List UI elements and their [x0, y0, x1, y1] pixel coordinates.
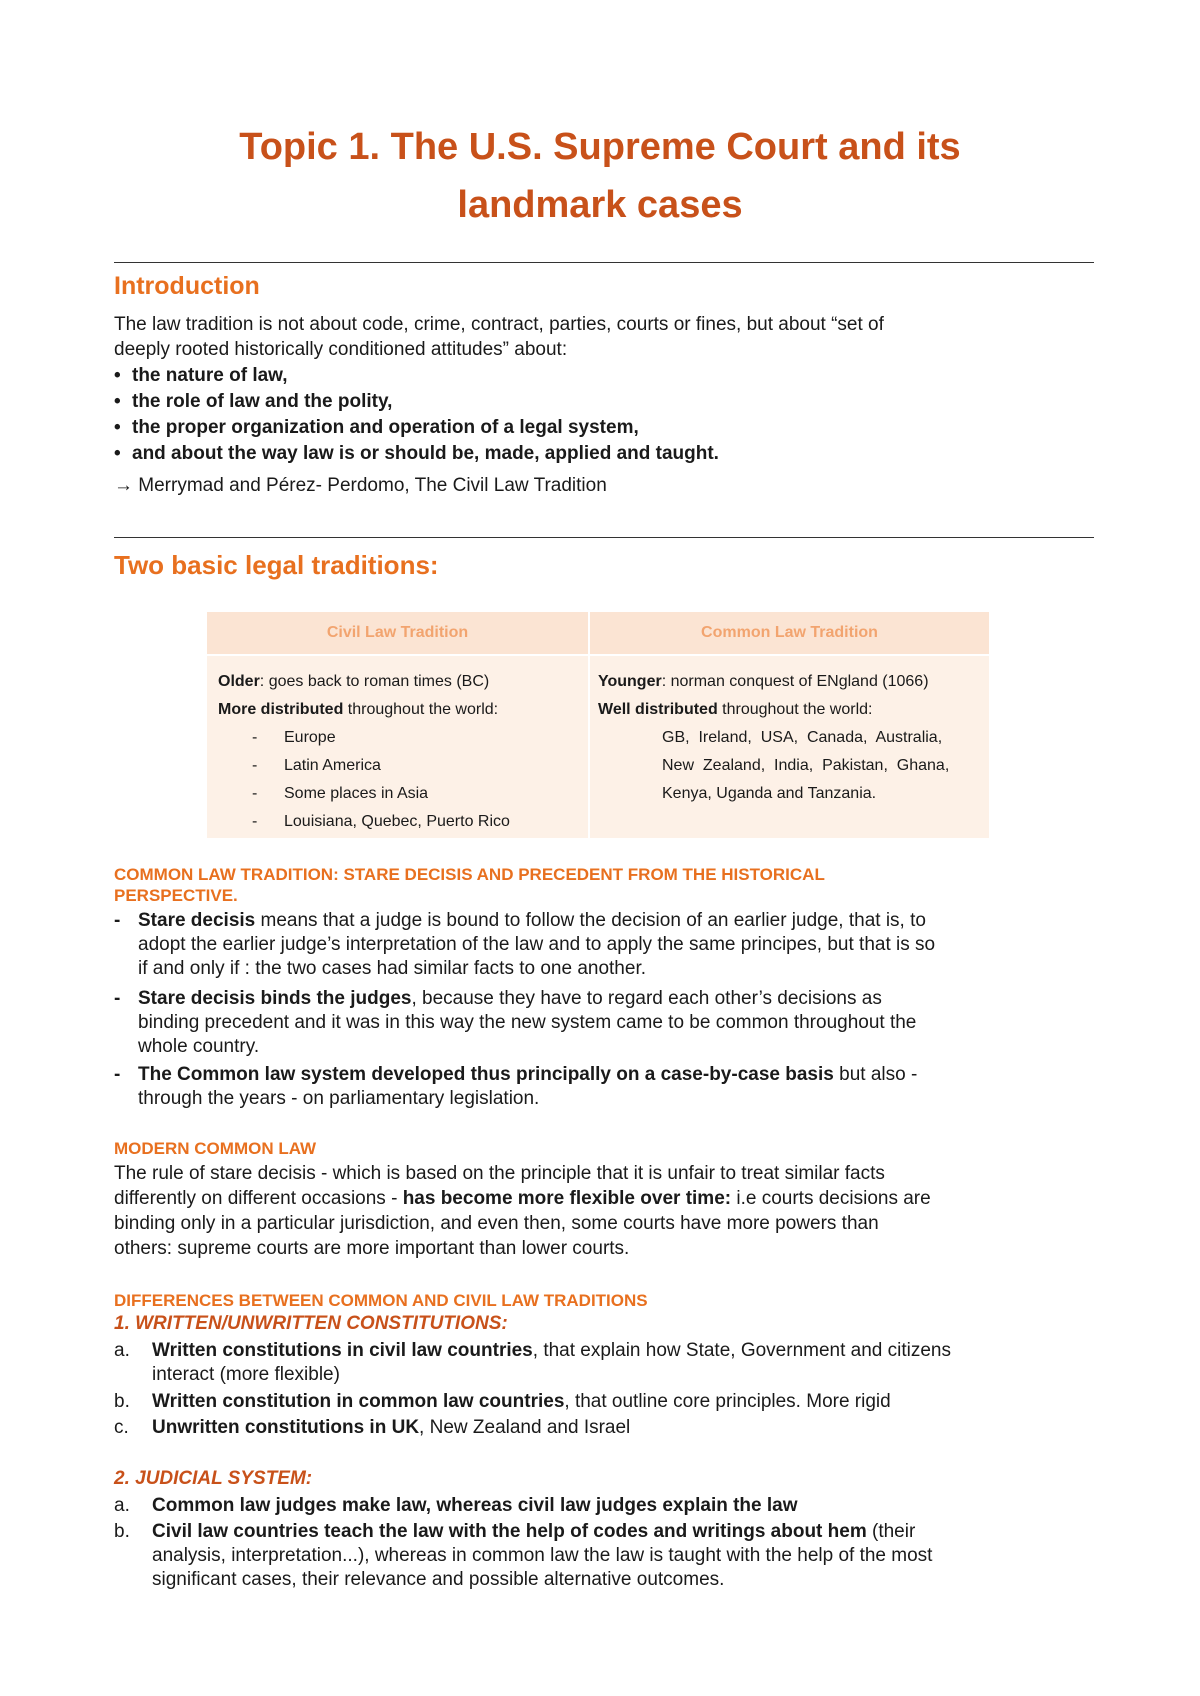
traditions-table	[207, 612, 989, 838]
older-text: : goes back to roman times (BC)	[259, 673, 490, 690]
item-text: significant cases, their relevance and possible alternative outcomes.	[152, 1569, 725, 1590]
bold-term: Written constitutions in civil law countries	[152, 1340, 533, 1361]
intro-line-1: The law tradition is not about code, crime, contract, parties, courts or fines, but about “set of	[114, 314, 884, 335]
intro-bullet-list	[114, 363, 719, 467]
stare-decisis-caption	[114, 864, 1094, 906]
well-distributed-label: Well distributed	[598, 701, 718, 718]
list-item: c. Unwritten constitutions in UK, New Zealand and Israel	[114, 1417, 631, 1438]
item-text: means that a judge is bound to follow the decision of an earlier judge, that is, to	[255, 910, 926, 931]
item-text: binding precedent and it was in this way the new system came to be common throughout the	[138, 1012, 917, 1033]
older-label: Older	[218, 673, 260, 690]
divider	[114, 262, 1094, 263]
table-header-common: Common Law Tradition	[701, 624, 878, 641]
bold-term: The Common law system developed thus principally on a case-by-case basis	[138, 1064, 834, 1085]
paragraph-line: differently on different occasions - has become more flexible over time: i.e courts decisions are	[114, 1188, 931, 1209]
list-item	[114, 909, 1100, 981]
list-item	[114, 441, 719, 467]
bold-term: Written constitution in common law countries	[152, 1391, 565, 1412]
countries-line-2: New Zealand, India, Pakistan, Ghana,	[662, 757, 950, 774]
table-header-civil: Civil Law Tradition	[326, 624, 469, 641]
introduction-heading: Introduction	[114, 272, 260, 300]
item-text: whole country.	[138, 1036, 260, 1057]
caption-line-1: COMMON LAW TRADITION: STARE DECISIS AND PRECEDENT FROM THE HISTORICAL	[114, 865, 825, 884]
list-item	[114, 363, 719, 389]
item-text: through the years - on parliamentary legislation.	[138, 1088, 540, 1109]
distributed-text: throughout the world:	[717, 701, 873, 718]
item-text: , because they have to regard each other’s decisions as	[411, 988, 882, 1009]
list-marker: b.	[114, 1521, 130, 1542]
more-distributed-label: More distributed	[218, 701, 344, 718]
list-marker: a.	[114, 1495, 130, 1516]
divider	[114, 537, 1094, 538]
dash-marker: -	[114, 1064, 121, 1085]
dash-marker: -	[114, 910, 121, 931]
table-column-divider	[588, 612, 590, 838]
bullet-marker: •	[114, 391, 121, 412]
item-text: but also -	[833, 1064, 918, 1085]
bullet-marker: •	[114, 365, 121, 386]
bold-term: Stare decisis	[138, 910, 256, 931]
list-marker: a.	[114, 1340, 130, 1361]
bold-term: Stare decisis binds the judges	[138, 988, 412, 1009]
intro-line-2: deeply rooted historically conditioned attitudes” about:	[114, 339, 568, 360]
list-item: - Some places in Asia	[252, 785, 429, 802]
bold-term: Common law judges make law, whereas civil law judges explain the law	[152, 1495, 798, 1516]
list-marker: b.	[114, 1391, 130, 1412]
civil-law-cell	[218, 668, 510, 836]
list-item: b. Written constitution in common law countries, that outline core principles. More rigid	[114, 1391, 891, 1412]
caption-line-2: PERSPECTIVE.	[114, 886, 238, 905]
page-title	[100, 118, 1100, 234]
subheading-constitutions: 1. WRITTEN/UNWRITTEN CONSTITUTIONS:	[114, 1313, 508, 1334]
item-text: if and only if : the two cases had similar facts to one another.	[138, 958, 646, 979]
paragraph-line: others: supreme courts are more important than lower courts.	[114, 1238, 630, 1259]
differences-caption: DIFFERENCES BETWEEN COMMON AND CIVIL LAW TRADITIONS	[114, 1291, 648, 1310]
countries-line-3: Kenya, Uganda and Tanzania.	[662, 785, 877, 802]
common-law-cell	[598, 668, 949, 808]
table-row-divider	[207, 654, 989, 656]
bullet-marker: •	[114, 417, 121, 438]
list-marker: c.	[114, 1417, 129, 1438]
list-item	[114, 1063, 1100, 1111]
modern-common-law-paragraph	[114, 1161, 1094, 1261]
list-item	[114, 389, 719, 415]
list-item	[114, 987, 1100, 1059]
bullet-text: the proper organization and operation of a legal system,	[132, 417, 639, 438]
bold-term: Unwritten constitutions in UK	[152, 1417, 420, 1438]
item-text: analysis, interpretation...), whereas in common law the law is taught with the help of the most	[152, 1545, 933, 1566]
younger-text: : norman conquest of ENgland (1066)	[661, 673, 929, 690]
list-item: - Louisiana, Quebec, Puerto Rico	[252, 813, 510, 830]
distributed-text: throughout the world:	[343, 701, 499, 718]
bullet-text: the nature of law,	[132, 365, 288, 386]
item-text: adopt the earlier judge’s interpretation of the law and to apply the same principes, but that is so	[138, 934, 936, 955]
dash-marker: -	[114, 988, 121, 1009]
bullet-text: and about the way law is or should be, made, applied and taught.	[132, 443, 719, 464]
bullet-text: the role of law and the polity,	[132, 391, 393, 412]
traditions-heading: Two basic legal traditions:	[114, 550, 439, 580]
list-item: - Europe	[252, 729, 336, 746]
list-item: a. Written constitutions in civil law countries, that explain how State, Government and citizens interact (more flexible)	[114, 1339, 1100, 1387]
intro-source: → Merrymad and Pérez- Perdomo, The Civil Law Tradition	[114, 475, 607, 496]
countries-line-1: GB, Ireland, USA, Canada, Australia,	[662, 729, 943, 746]
paragraph-line: The rule of stare decisis - which is based on the principle that it is unfair to treat similar facts	[114, 1163, 885, 1184]
bold-phrase: has become more flexible over time:	[402, 1188, 732, 1209]
list-item	[114, 415, 719, 441]
younger-label: Younger	[598, 673, 662, 690]
title-line-1: Topic 1. The U.S. Supreme Court and its	[239, 126, 961, 168]
subheading-judicial-system: 2. JUDICIAL SYSTEM:	[114, 1468, 313, 1489]
item-text: interact (more flexible)	[152, 1364, 340, 1385]
list-item: b. Civil law countries teach the law with the help of codes and writings about hem (their analysis, interpretation...), whereas in common law the law is taught with the help of the most significant cases, their relevance and possible alternative outcomes.	[114, 1520, 1100, 1592]
modern-common-law-caption: MODERN COMMON LAW	[114, 1139, 317, 1158]
paragraph-line: binding only in a particular jurisdiction, and even then, some courts have more powers than	[114, 1213, 879, 1234]
intro-paragraph	[114, 312, 1094, 362]
title-line-2: landmark cases	[457, 184, 743, 226]
bullet-marker: •	[114, 443, 121, 464]
list-item: - Latin America	[252, 757, 381, 774]
list-item	[114, 1494, 1100, 1518]
bold-term: Civil law countries teach the law with the help of codes and writings about hem	[152, 1521, 867, 1542]
